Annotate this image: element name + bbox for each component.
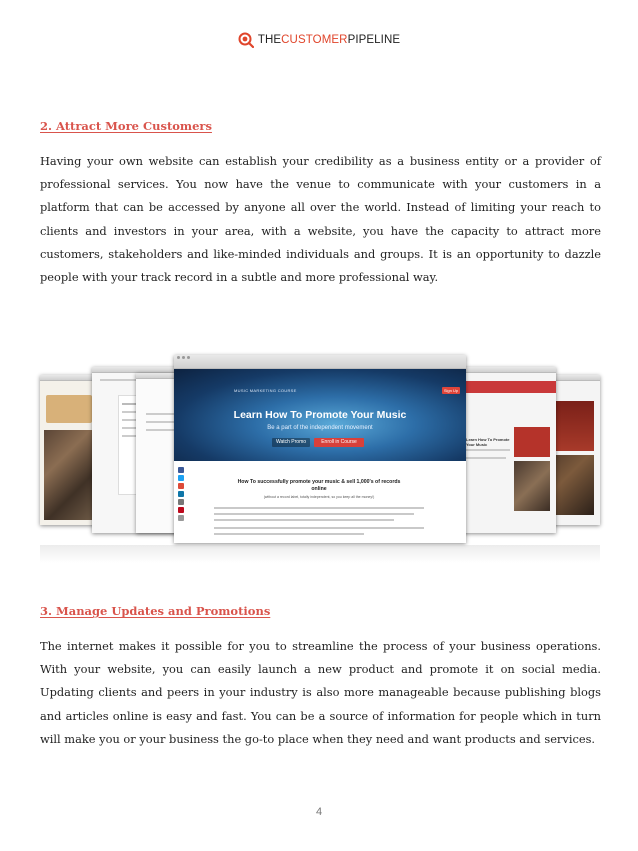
browser-window-right: Learn How To Promote Your Music — [460, 367, 556, 533]
browser-window-main — [174, 355, 466, 543]
brand-header — [0, 32, 638, 48]
email-icon — [178, 515, 184, 521]
browser-window-left-far — [40, 375, 98, 525]
brand-name: THECUSTOMERPIPELINE — [257, 34, 401, 46]
promo-heading: How To successfully promote your music & sell 1,000's of records online — [237, 479, 401, 492]
section-heading-manage: 3. Manage Updates and Promotions — [40, 604, 271, 618]
linkedin-icon — [178, 491, 184, 497]
facebook-icon — [178, 467, 184, 473]
paragraph-manage: The internet makes it possible for you to streamline the process of your business operations. With your website, you can easily launch a new product and promote it on social media. Updating clients and peers in your industry is also more manageable because publishing blogs and articles online is easy and fast. You can be a source of information for people which in turn will make you or your business the go-to place when they need and want products and services. — [40, 639, 601, 746]
enroll-button: Enroll in Course — [314, 438, 364, 447]
twitter-icon — [178, 475, 184, 481]
promo-note: (without a record label, totally independent, so you keep all the money!) — [263, 495, 375, 499]
watch-promo-button: Watch Promo — [272, 438, 310, 447]
paragraph-attract: Having your own website can establish your credibility as a business entity or a provider of professional services. You now have the venue to communicate with your customers in a platform that can be accessed by anyone all over the world. Instead of limiting your reach to clients and investors in your area, with a website, you have the capacity to attract more customers, stakeholders and like-minded individuals and groups. It is an opportunity to dazzle people with your track record in a subtle and more professional way. — [40, 154, 601, 285]
magnifier-logo-icon — [238, 32, 254, 48]
hero-subtitle: Be a part of the independent movement — [267, 425, 373, 431]
section-heading-attract: 2. Attract More Customers — [40, 119, 212, 133]
pinterest-icon — [178, 507, 184, 513]
hero-title: Learn How To Promote Your Music — [233, 409, 407, 421]
google-plus-icon — [178, 483, 184, 489]
hero-banner: MUSIC MARKETING COURSE Sign Up Learn How To Promote Your Music Be a part of the independent movement Watch Promo Enroll in Course — [174, 369, 466, 461]
page-number: 4 — [315, 806, 323, 818]
website-screenshots-image — [40, 345, 600, 545]
sign-up-button: Sign Up — [443, 388, 459, 393]
share-icon — [178, 499, 184, 505]
